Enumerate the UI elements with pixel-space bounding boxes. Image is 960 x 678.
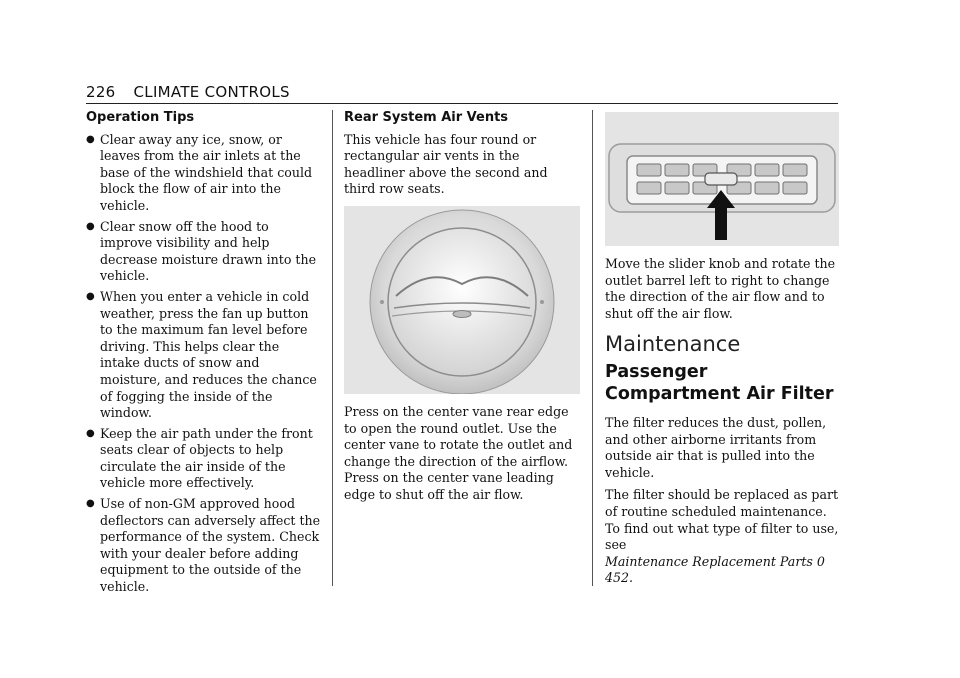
round-vent-illustration	[344, 206, 580, 394]
list-item: ● Use of non-GM approved hood deflectors can adversely affect the performance of the system. Check with your dealer before adding equipment to the outside of the vehicle.	[86, 496, 321, 595]
tips-list	[86, 132, 322, 596]
column-1	[86, 110, 322, 600]
rear-vents-body: Press on the center vane rear edge to open the round outlet. Use the center vane to rotate the outlet and change the direction of the airflow. Press on the center vane leading edge to shut off the air flow.	[344, 403, 573, 502]
bullet-icon: ●	[86, 290, 95, 302]
list-item: ● Clear away any ice, snow, or leaves from the air inlets at the base of the windshield that could block the flow of air into the vehicle.	[86, 131, 313, 213]
operation-tips-heading: Operation Tips	[86, 110, 195, 125]
round-vent-image	[344, 206, 580, 394]
column-2	[344, 110, 580, 510]
page-ref-icon: 0	[816, 553, 825, 569]
list-item: ● Keep the air path under the front seats clear of objects to help circulate the air inside of the vehicle more effectively.	[86, 425, 313, 491]
rectangular-vent-illustration	[605, 112, 839, 246]
air-filter-para-1: The filter reduces the dust, pollen, and other airborne irritants from outside air that is pulled into the vehicle.	[605, 414, 827, 480]
column-3	[605, 110, 841, 593]
rear-vents-intro: This vehicle has four round or rectangular air vents in the headliner above the second and third row seats.	[344, 131, 548, 197]
rear-vents-heading: Rear System Air Vents	[344, 110, 509, 125]
section-title: CLIMATE CONTROLS	[133, 83, 290, 101]
header-rule	[86, 103, 838, 104]
bullet-icon: ●	[86, 133, 95, 145]
list-item: ● Clear snow off the hood to improve visibility and help decrease moisture drawn into the vehicle.	[86, 218, 317, 284]
air-filter-para-2: The filter should be replaced as part of routine scheduled maintenance. To find out what type of filter to use, see Maintenance Replacement Parts 0 452.	[605, 487, 839, 586]
page-number: 226	[86, 83, 116, 101]
page-header	[86, 83, 290, 101]
bullet-icon: ●	[86, 427, 95, 439]
maintenance-heading: Maintenance	[605, 332, 741, 357]
column-divider	[592, 110, 593, 586]
list-item: ● When you enter a vehicle in cold weather, press the fan up button to the maximum fan level before driving. This helps clear the intake ducts of snow and moisture, and reduces the chance of fogging the inside of the window.	[86, 288, 317, 421]
bullet-icon: ●	[86, 498, 95, 510]
column-divider	[332, 110, 333, 586]
slider-description: Move the slider knob and rotate the outlet barrel left to right to change the direction of the air flow and to shut off the air flow.	[605, 256, 836, 321]
rectangular-vent-image	[605, 112, 839, 246]
bullet-icon: ●	[86, 220, 95, 232]
air-filter-heading: Passenger Compartment Air Filter	[605, 361, 834, 404]
replacement-parts-link[interactable]: Maintenance Replacement Parts 0 452.	[605, 553, 825, 586]
